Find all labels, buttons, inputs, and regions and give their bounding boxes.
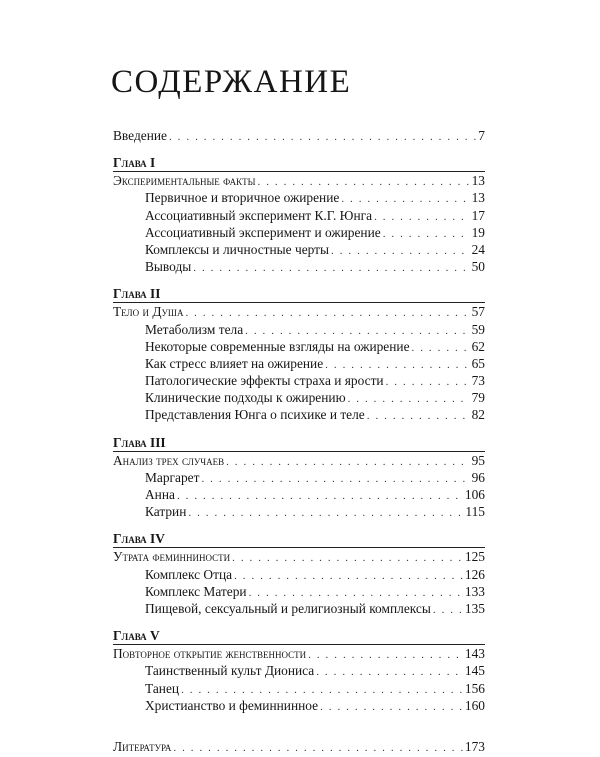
entry-label: Метаболизм тела	[145, 321, 244, 337]
chapter-heading-2: Глава II	[113, 286, 161, 302]
table-of-contents	[113, 127, 485, 755]
chapter-heading-3: Глава III	[113, 434, 166, 450]
dot-leader	[232, 550, 463, 567]
toc-entry	[113, 321, 485, 338]
entry-label: Танец	[145, 680, 180, 696]
entry-page: 65	[471, 355, 485, 371]
entry-label: Патологические эффекты страха и ярости	[145, 373, 384, 389]
toc-entry	[113, 697, 485, 714]
entry-page: 73	[471, 373, 485, 389]
entry-label: Утрата феминниности	[113, 549, 231, 565]
dot-leader	[383, 226, 470, 243]
chapter-heading-1: Глава I	[113, 155, 156, 171]
toc-entry	[113, 469, 485, 486]
entry-page: 96	[471, 469, 485, 485]
entry-page: 106	[464, 487, 485, 502]
chapter-heading-4: Глава IV	[113, 531, 165, 547]
entry-label: Тело и Душа	[113, 304, 184, 320]
toc-entry	[113, 680, 485, 697]
entry-page: 82	[471, 407, 485, 423]
toc-entry	[113, 566, 485, 583]
dot-leader	[433, 602, 463, 619]
toc-entry	[113, 224, 485, 241]
entry-page: 156	[464, 680, 485, 696]
dot-leader	[234, 568, 463, 585]
entry-label: Анализ трех случаев	[113, 452, 225, 468]
dot-leader	[316, 664, 463, 681]
dot-leader	[367, 408, 470, 425]
toc-entry	[113, 389, 485, 406]
dot-leader	[193, 260, 469, 277]
entry-label: Ассоциативный эксперимент и ожирение	[145, 224, 381, 240]
toc-entry-chapter-3	[113, 452, 485, 469]
entry-page: 135	[464, 600, 485, 616]
entry-label: Комплекс Матери	[145, 583, 247, 599]
entry-page: 13	[471, 190, 485, 206]
entry-page: 95	[471, 452, 485, 468]
entry-page: 173	[464, 738, 485, 754]
entry-label: Комплекс Отца	[145, 566, 233, 582]
entry-label: Христианство и феминнинное	[145, 697, 319, 713]
toc-entry	[113, 338, 485, 355]
entry-page: 115	[465, 504, 485, 520]
entry-page: 13	[471, 173, 485, 189]
entry-page: 62	[471, 338, 485, 354]
entry-page: 143	[464, 646, 485, 662]
entry-page: 59	[471, 321, 485, 337]
toc-entry	[113, 503, 485, 520]
dot-leader	[169, 129, 476, 146]
dot-leader	[173, 740, 463, 757]
dot-leader	[177, 488, 463, 505]
toc-entry	[113, 355, 485, 372]
entry-page: 50	[471, 259, 485, 275]
entry-label: Введение	[113, 128, 167, 143]
entry-label: Маргарет	[145, 469, 200, 485]
toc-entry-chapter-4	[113, 548, 485, 565]
entry-page: 57	[471, 304, 485, 320]
entry-page: 24	[471, 241, 485, 257]
entry-label: Комплексы и личностные черты	[145, 241, 330, 257]
dot-leader	[201, 471, 469, 488]
entry-page: 17	[471, 207, 485, 223]
entry-label: Литература	[113, 738, 172, 754]
toc-entry	[113, 600, 485, 617]
entry-label: Таинственный культ Диониса	[145, 663, 315, 679]
toc-entry	[113, 189, 485, 206]
entry-label: Катрин	[145, 504, 187, 520]
entry-page: 160	[464, 697, 485, 713]
toc-entry-intro	[113, 127, 485, 144]
dot-leader	[374, 209, 470, 226]
entry-label: Выводы	[145, 259, 192, 275]
page-title: СОДЕРЖАНИЕ	[111, 64, 352, 100]
toc-entry	[113, 406, 485, 423]
dot-leader	[331, 243, 470, 260]
toc-entry	[113, 241, 485, 258]
entry-page: 133	[464, 583, 485, 599]
dot-leader	[188, 505, 463, 522]
toc-entry-chapter-1	[113, 172, 485, 189]
entry-label: Клинические подходы к ожирению	[145, 390, 346, 406]
dot-leader	[320, 699, 463, 716]
entry-label: Некоторые современные взгляды на ожирение	[145, 338, 410, 354]
dot-leader	[412, 340, 470, 357]
entry-page: 7	[478, 128, 485, 143]
entry-label: Анна	[145, 487, 175, 502]
toc-entry-literature	[113, 738, 485, 755]
toc-entry	[113, 583, 485, 600]
entry-page: 125	[464, 549, 485, 565]
entry-page: 79	[471, 390, 485, 406]
toc-entry-chapter-2	[113, 303, 485, 320]
chapter-heading-5: Глава V	[113, 628, 160, 644]
entry-label: Первичное и вторичное ожирение	[145, 190, 340, 206]
toc-entry	[113, 486, 485, 503]
entry-label: Представления Юнга о психике и теле	[145, 407, 365, 423]
entry-label: Пищевой, сексуальный и религиозный комплексы	[145, 600, 431, 616]
toc-entry	[113, 372, 485, 389]
dot-leader	[308, 647, 463, 664]
entry-page: 145	[464, 663, 485, 679]
entry-label: Повторное открытие женственности	[113, 646, 307, 662]
entry-page: 126	[464, 566, 485, 582]
toc-entry	[113, 207, 485, 224]
entry-label: Ассоциативный эксперимент К.Г. Юнга	[145, 207, 373, 223]
dot-leader	[226, 454, 470, 471]
dot-leader	[348, 391, 470, 408]
toc-entry-chapter-5	[113, 645, 485, 662]
entry-label: Как стресс влияет на ожирение	[145, 355, 324, 371]
entry-label: Экспериментальные факты	[113, 173, 256, 189]
entry-page: 19	[471, 224, 485, 240]
toc-entry	[113, 662, 485, 679]
dot-leader	[386, 374, 470, 391]
toc-entry	[113, 258, 485, 275]
